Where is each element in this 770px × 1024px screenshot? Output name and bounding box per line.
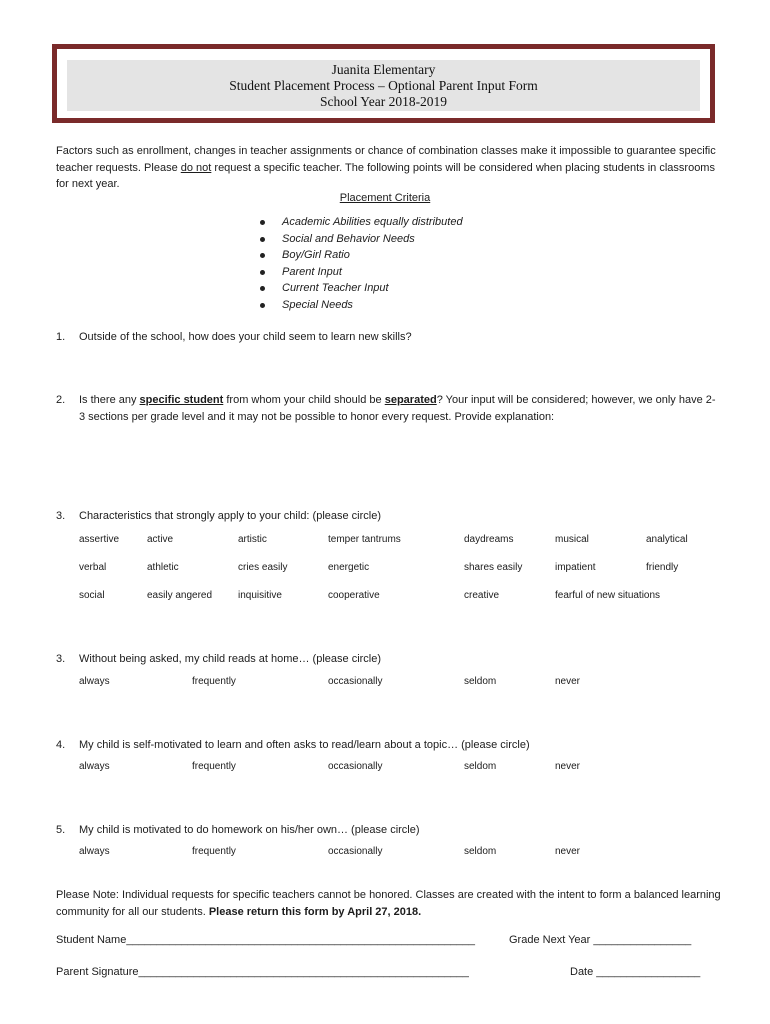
option-easily-angered[interactable]: easily angered [147, 590, 213, 601]
option-frequently[interactable]: frequently [192, 761, 236, 772]
criteria-item: Boy/Girl Ratio [257, 247, 463, 264]
option-creative[interactable]: creative [464, 590, 500, 601]
question-4 [56, 737, 716, 754]
option-assertive[interactable]: assertive [79, 534, 120, 545]
question-text: Outside of the school, how does your child seem to learn new skills? [79, 331, 412, 343]
option-always[interactable]: always [79, 676, 110, 687]
option-never[interactable]: never [555, 846, 581, 857]
option-temper-tantrums[interactable]: temper tantrums [328, 534, 401, 545]
parent-signature-field[interactable]: Parent Signature______________________________________________________ [56, 966, 469, 978]
option-daydreams[interactable]: daydreams [464, 534, 514, 545]
question-number: 1. [56, 331, 66, 343]
option-friendly[interactable]: friendly [646, 562, 679, 573]
question-number: 3. [56, 653, 66, 665]
school-name: Juanita Elementary [331, 61, 436, 77]
question-1 [56, 329, 716, 346]
option-energetic[interactable]: energetic [328, 562, 370, 573]
criteria-item: Current Teacher Input [257, 280, 463, 297]
question-reads-at-home [56, 651, 716, 668]
option-occasionally[interactable]: occasionally [328, 676, 383, 687]
intro-text-2: request a specific teacher. The following points will be considered when placing students in classrooms for next year. [56, 161, 715, 190]
question-number: 2. [56, 394, 66, 406]
option-verbal[interactable]: verbal [79, 562, 107, 573]
option-seldom[interactable]: seldom [464, 846, 497, 857]
option-fearful-of-new-situations[interactable]: fearful of new situations [555, 590, 661, 601]
option-social[interactable]: social [79, 590, 105, 601]
header-box [67, 60, 700, 111]
question-number: 4. [56, 739, 66, 751]
question-text: Is there any specific student from whom your child should be separated? Your input will be considered; however, we only have 2-3 sections per grade level and it may not be possible to honor every request. Provide explanation: [79, 394, 716, 423]
option-seldom[interactable]: seldom [464, 761, 497, 772]
option-musical[interactable]: musical [555, 534, 589, 545]
question-3-characteristics [56, 508, 716, 525]
option-occasionally[interactable]: occasionally [328, 761, 383, 772]
bullet-icon [260, 253, 265, 258]
intro-text-1: Factors such as enrollment, changes in teacher assignments or chance of combination classes make it impossible to guarantee specific teacher requests. Please [56, 145, 716, 174]
bullet-icon [260, 270, 265, 275]
date-field[interactable]: Date _________________ [570, 966, 701, 978]
option-always[interactable]: always [79, 846, 110, 857]
question-5 [56, 822, 716, 839]
option-analytical[interactable]: analytical [646, 534, 688, 545]
option-seldom[interactable]: seldom [464, 676, 497, 687]
bullet-icon [260, 303, 265, 308]
option-impatient[interactable]: impatient [555, 562, 596, 573]
question-number: 3. [56, 510, 66, 522]
please-note [56, 887, 721, 920]
separated-emphasis: separated [384, 394, 437, 406]
bullet-icon [260, 286, 265, 291]
return-deadline: Please return this form by April 27, 2018. [208, 905, 422, 918]
option-always[interactable]: always [79, 761, 110, 772]
criteria-item: Special Needs [257, 297, 463, 314]
option-cries-easily[interactable]: cries easily [238, 562, 288, 573]
question-text: My child is self-motivated to learn and often asks to read/learn about a topic… (please circle) [79, 739, 530, 751]
criteria-item: Social and Behavior Needs [257, 231, 463, 248]
question-text: Without being asked, my child reads at home… (please circle) [79, 653, 382, 665]
option-frequently[interactable]: frequently [192, 846, 236, 857]
intro-do-not: do not [180, 161, 212, 174]
bullet-icon [260, 220, 265, 225]
option-never[interactable]: never [555, 761, 581, 772]
option-athletic[interactable]: athletic [147, 562, 179, 573]
question-text: Characteristics that strongly apply to your child: (please circle) [79, 510, 382, 522]
note-text: Please Note: Individual requests for specific teachers cannot be honored. Classes are created with the intent to form a balanced learning community for all our students. [56, 889, 721, 918]
intro-paragraph [56, 143, 716, 193]
option-active[interactable]: active [147, 534, 174, 545]
option-shares-easily[interactable]: shares easily [464, 562, 523, 573]
student-name-field[interactable]: Student Name_________________________________________________________ [56, 934, 476, 946]
question-2 [56, 392, 716, 425]
bullet-icon [260, 237, 265, 242]
specific-student-emphasis: specific student [139, 394, 224, 406]
option-never[interactable]: never [555, 676, 581, 687]
criteria-item: Parent Input [257, 264, 463, 281]
option-cooperative[interactable]: cooperative [328, 590, 380, 601]
option-frequently[interactable]: frequently [192, 676, 236, 687]
form-title: Student Placement Process – Optional Parent Input Form [229, 77, 538, 93]
option-artistic[interactable]: artistic [238, 534, 267, 545]
option-occasionally[interactable]: occasionally [328, 846, 383, 857]
criteria-item: Academic Abilities equally distributed [257, 214, 463, 231]
placement-criteria-title: Placement Criteria [339, 192, 431, 204]
question-text: My child is motivated to do homework on his/her own… (please circle) [79, 824, 420, 836]
school-year: School Year 2018-2019 [319, 93, 448, 109]
option-inquisitive[interactable]: inquisitive [238, 590, 282, 601]
placement-criteria-list [257, 214, 463, 313]
question-number: 5. [56, 824, 66, 836]
grade-next-year-field[interactable]: Grade Next Year ________________ [509, 934, 692, 946]
